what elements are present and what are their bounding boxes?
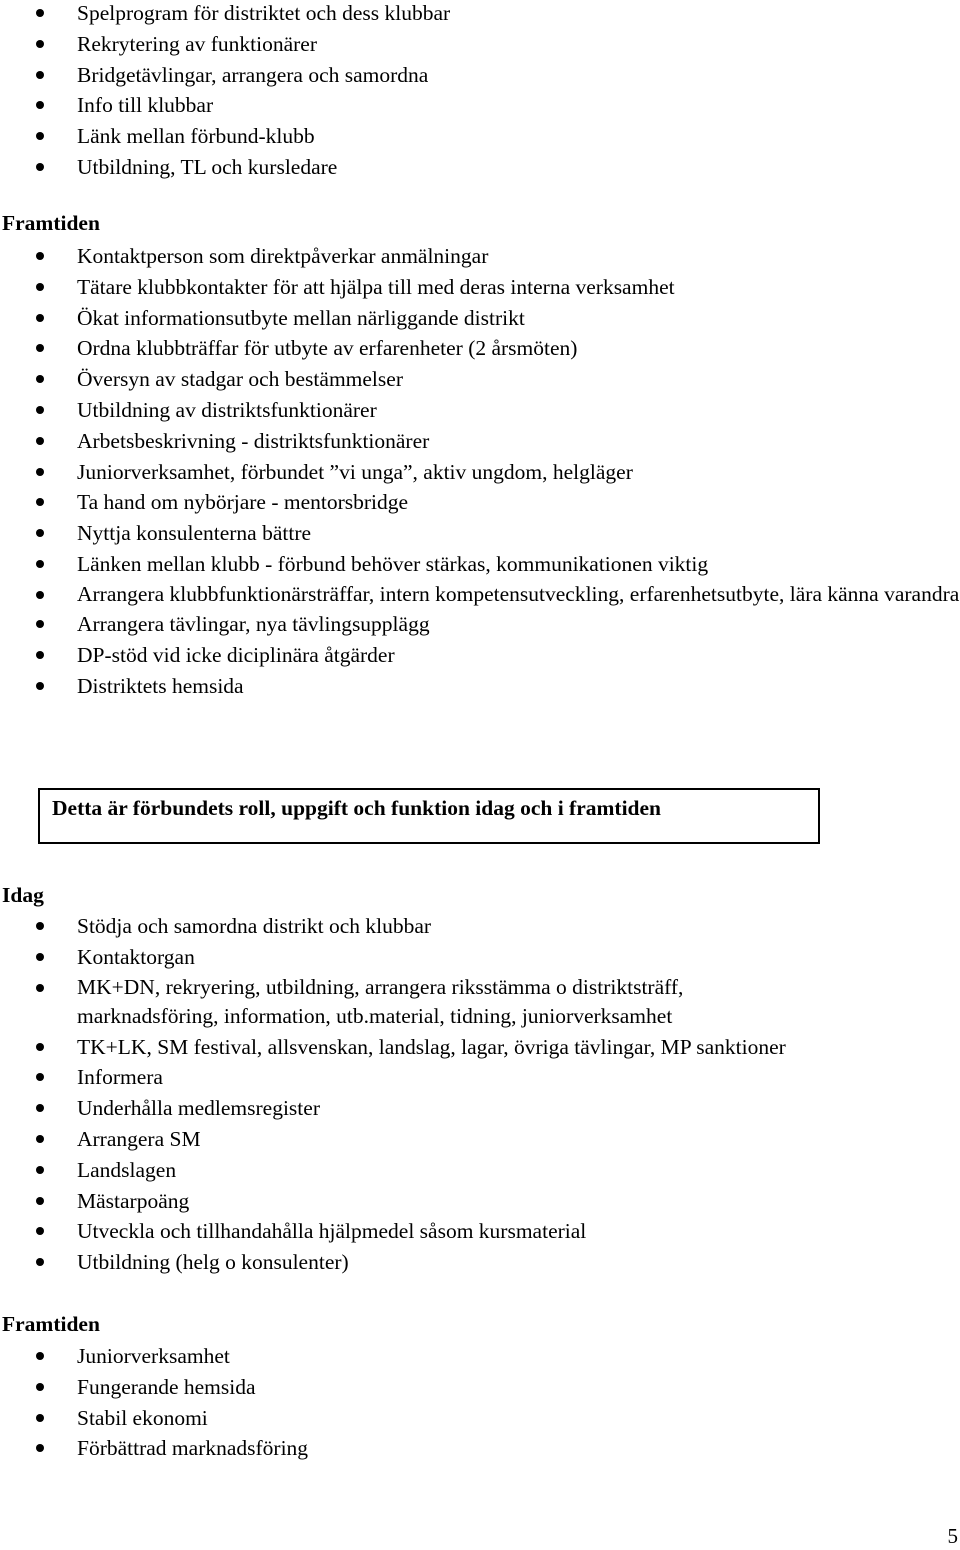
list-item-text: Rekrytering av funktionärer [77,31,317,56]
list-item-text: Ökat informationsutbyte mellan närliggande distrikt [77,305,525,330]
list-item [0,1341,960,1372]
bullet-icon [36,1352,44,1360]
list-item-text: Arrangera tävlingar, nya tävlingsupplägg [77,612,430,637]
bullet-icon [36,101,44,109]
bullet-icon [36,1258,44,1266]
list-item [0,60,960,91]
list-item-text: Tätare klubbkontakter för att hjälpa till med deras interna verksamhet [77,274,675,299]
list-item-text: Spelprogram för distriktet och dess klubbar [77,1,451,25]
list-item-text: Förbättrad marknadsföring [77,1436,309,1461]
list-item [0,1032,960,1063]
bullet-icon [36,1166,44,1174]
list-district-current [0,0,960,183]
bullet-icon [36,953,44,961]
list-item [0,671,960,702]
bullet-icon [36,1444,44,1452]
bullet-icon [36,1135,44,1143]
list-item-text: Länk mellan förbund-klubb [77,124,315,149]
bullet-icon [36,651,44,659]
list-item-text: Nyttja konsulenterna bättre [77,521,312,546]
list-item-text: Underhålla medlemsregister [77,1096,320,1121]
list-item [0,640,960,671]
list-item [0,487,960,518]
list-item [0,395,960,426]
bullet-icon [36,437,44,445]
bullet-icon [36,620,44,628]
bullet-icon [36,529,44,537]
list-item-text: Länken mellan klubb - förbund behöver stärkas, kommunikationen viktig [77,551,709,576]
bullet-icon [36,252,44,260]
heading-future-district: Framtiden [2,211,100,235]
list-item [0,1433,960,1464]
list-item-text: TK+LK, SM festival, allsvenskan, landslag, lagar, övriga tävlingar, MP sanktioner [77,1034,786,1059]
list-item [0,1216,960,1247]
bullet-icon [36,1383,44,1391]
bullet-icon [36,468,44,476]
list-item [0,1093,960,1124]
bullet-icon [36,1414,44,1422]
bullet-icon [36,40,44,48]
bullet-icon [36,1073,44,1081]
bullet-icon [36,984,44,992]
list-item [0,426,960,457]
list-item-text: Kontaktorgan [77,944,195,969]
list-item-text: Info till klubbar [77,93,214,118]
list-item-text: Arrangera SM [77,1126,201,1151]
list-item-text: Arbetsbeskrivning - distriktsfunktionärer [77,428,430,453]
list-item [0,364,960,395]
list-item [0,609,960,640]
list-item [0,241,960,272]
list-item-text: Distriktets hemsida [77,673,244,698]
list-item-text: Stabil ekonomi [77,1405,208,1430]
list-item-text: Stödja och samordna distrikt och klubbar [77,914,432,938]
list-item-text: Juniorverksamhet, förbundet ”vi unga”, aktiv ungdom, helgläger [77,459,633,484]
list-item-text: Utbildning av distriktsfunktionärer [77,397,377,422]
list-item [0,1124,960,1155]
list-item [0,518,960,549]
bullet-icon [36,1104,44,1112]
bullet-icon [36,132,44,140]
list-item [0,1247,960,1278]
list-district-future [0,241,960,702]
bullet-icon [36,682,44,690]
list-item [0,1155,960,1186]
heading-future-federation: Framtiden [2,1312,100,1336]
list-item [0,29,960,60]
list-item [0,1062,960,1093]
bullet-icon [36,163,44,171]
list-item [0,549,960,580]
list-item-text: Kontaktperson som direktpåverkar anmälningar [77,244,489,268]
bullet-icon [36,560,44,568]
list-item-text: Utveckla och tillhandahålla hjälpmedel såsom kursmaterial [77,1219,587,1244]
bullet-icon [36,375,44,383]
list-item [0,0,960,29]
list-federation-future [0,1341,960,1464]
bullet-icon [36,498,44,506]
bullet-icon [36,1197,44,1205]
list-item-text: Mästarpoäng [77,1188,190,1213]
bullet-icon [36,283,44,291]
list-item-text: Utbildning, TL och kursledare [77,154,338,179]
list-item-text: Fungerande hemsida [77,1374,256,1399]
list-item [0,333,960,364]
bullet-icon [36,71,44,79]
bullet-icon [36,9,44,17]
list-item-text: DP-stöd vid icke diciplinära åtgärder [77,643,395,668]
list-item-text: Landslagen [77,1157,177,1182]
list-item-text: Ordna klubbträffar för utbyte av erfarenheter (2 årsmöten) [77,336,578,361]
list-item [0,973,960,1032]
list-item [0,457,960,488]
list-item [0,303,960,334]
list-item-text: MK+DN, rekryering, utbildning, arrangera riksstämma o distriktsträff, marknadsföring, information, utb.material, tidning, juniorverksamhet [77,974,684,1029]
bullet-icon [36,922,44,930]
box-title: Detta är förbundets roll, uppgift och funktion idag och i framtiden [52,796,662,820]
list-item [0,942,960,973]
bullet-icon [36,591,44,599]
list-item [0,121,960,152]
list-item-text: Utbildning (helg o konsulenter) [77,1250,349,1275]
bullet-icon [36,344,44,352]
bullet-icon [36,1043,44,1051]
list-item-text: Juniorverksamhet [77,1344,230,1368]
federation-role-box [38,788,820,844]
list-item [0,1186,960,1217]
list-item [0,152,960,183]
list-item [0,1403,960,1434]
list-item-text: Ta hand om nybörjare - mentorsbridge [77,490,409,515]
list-item-text: Översyn av stadgar och bestämmelser [77,367,403,392]
list-item [0,911,960,942]
heading-today: Idag [2,883,44,907]
list-item [0,1372,960,1403]
list-item-text: Informera [77,1065,163,1090]
list-item [0,272,960,303]
bullet-icon [36,314,44,322]
list-item [0,580,960,610]
list-federation-today [0,911,960,1278]
list-item-text: Bridgetävlingar, arrangera och samordna [77,62,429,87]
page-number: 5 [947,1524,958,1548]
bullet-icon [36,1227,44,1235]
bullet-icon [36,406,44,414]
list-item [0,90,960,121]
list-item-text: Arrangera klubbfunktionärsträffar, intern kompetensutveckling, erfarenhetsutbyte, lära känna varandra [77,581,960,606]
